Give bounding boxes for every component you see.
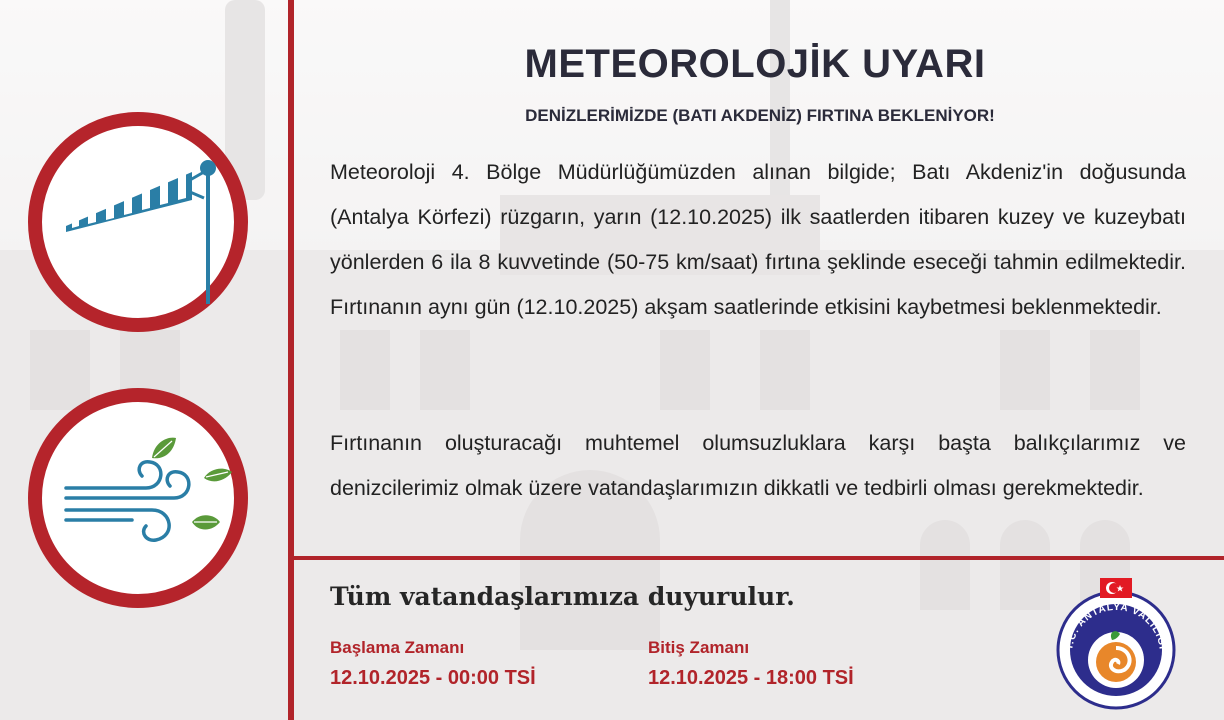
page-title: METEOROLOJİK UYARI xyxy=(524,42,986,86)
antalya-governorship-seal xyxy=(1050,578,1182,710)
end-time-label: Bitiş Zamanı xyxy=(648,638,750,657)
end-time-value: 12.10.2025 - 18:00 TSİ xyxy=(648,667,854,689)
page-subtitle: DENİZLERİMİZDE (BATI AKDENİZ) FIRTINA BEKLENİYOR! xyxy=(525,106,995,125)
body-paragraph-2: Fırtınanın oluşturacağı muhtemel olumsuzluklara karşı başta balıkçılarımız ve denizcilerimiz olmak üzere vatandaşlarımızın dikkatli ve tedbirli olması gerekmektedir. xyxy=(330,431,1186,500)
red-horizontal-divider xyxy=(294,556,1224,560)
wind-leaves-icon xyxy=(28,388,248,608)
announcement-text: Tüm vatandaşlarımıza duyurulur. xyxy=(330,582,795,611)
red-vertical-divider xyxy=(288,0,294,720)
start-time-label: Başlama Zamanı xyxy=(330,638,465,657)
start-time-value: 12.10.2025 - 00:00 TSİ xyxy=(330,667,536,689)
windsock-icon xyxy=(28,112,248,332)
seal-text: T.C. ANTALYA VALİLİĞİ xyxy=(1064,601,1168,651)
body-paragraph-1: Meteoroloji 4. Bölge Müdürlüğümüzden alınan bilgide; Batı Akdeniz'in doğusunda (Antalya Körfezi) rüzgarın, yarın (12.10.2025) ilk saatlerden itibaren kuzey ve kuzeybatı yönlerden 6 ila 8 kuvvetinde (50-75 km/saat) fırtına şeklinde eseceği tahmin edilmektedir. Fırtınanın aynı gün (12.10.2025) akşam saatlerinde etkisini kaybetmesi beklenmektedir. xyxy=(330,160,1186,319)
